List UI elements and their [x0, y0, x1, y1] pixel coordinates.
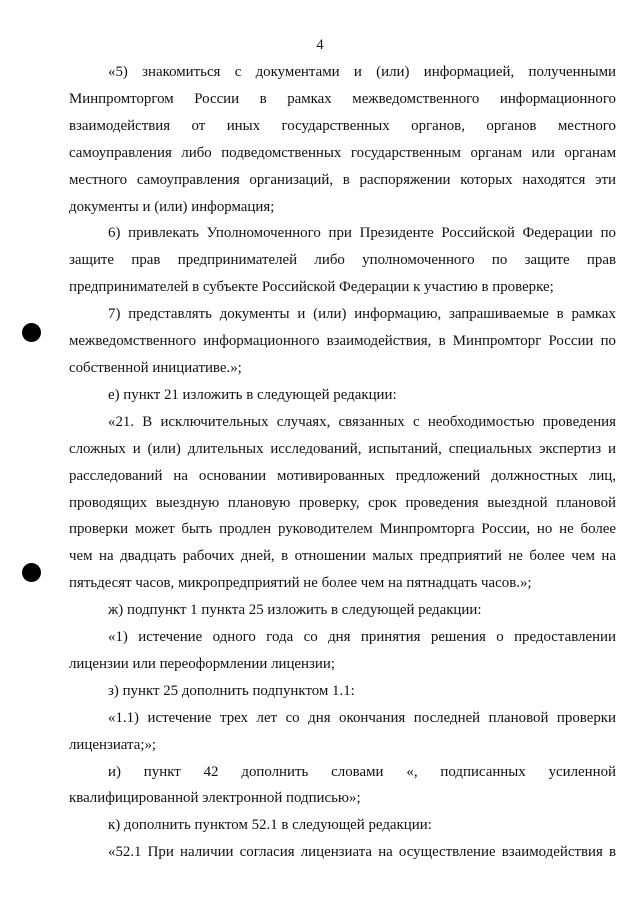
text-line: самоуправления либо подведомственных государственным органам или органам: [69, 144, 616, 161]
text-line: взаимодействия от иных государственных органов, органов местного: [69, 117, 616, 134]
text-line: 6) привлекать Уполномоченного при Президенте Российской Федерации по: [108, 225, 616, 242]
punch-hole: [22, 563, 41, 582]
text-line: местного самоуправления организаций, в распоряжении которых находятся эти: [69, 171, 616, 188]
text-line: к) дополнить пунктом 52.1 в следующей редакции:: [108, 817, 432, 834]
text-line: расследований на основании мотивированных предложений должностных лиц,: [69, 467, 616, 484]
text-line: «5) знакомиться с документами и (или) информацией, полученными: [108, 64, 616, 80]
text-line: предпринимателей в субъекте Российской Федерации к участию в проверке;: [69, 279, 554, 296]
text-line: защите прав предпринимателей либо уполномоченного по защите прав: [69, 252, 616, 269]
text-line: 7) представлять документы и (или) информацию, запрашиваемые в рамках: [108, 306, 616, 323]
text-line: проводящих выездную плановую проверку, срок проведения выездной плановой: [69, 494, 616, 511]
text-line: собственной инициативе.»;: [69, 359, 242, 376]
text-line: «52.1 При наличии согласия лицензиата на осуществление взаимодействия в: [108, 844, 616, 861]
text-line: лицензии или переоформлении лицензии;: [69, 655, 335, 672]
text-line: квалифицированной электронной подписью»;: [69, 790, 361, 807]
document-body: [69, 59, 616, 866]
text-line: «21. В исключительных случаях, связанных с необходимостью проведения: [108, 413, 616, 430]
text-line: пятьдесят часов, микропредприятий не более чем на пятнадцать часов.»;: [69, 575, 532, 592]
text-line: «1.1) истечение трех лет со дня окончания последней плановой проверки: [108, 709, 616, 726]
text-line: з) пункт 25 дополнить подпунктом 1.1:: [108, 682, 355, 699]
text-line: Минпромторгом России в рамках межведомственного информационного: [69, 90, 616, 107]
text-line: межведомственного информационного взаимодействия, в Минпромторг России по: [69, 333, 616, 350]
text-line: лицензиата;»;: [69, 736, 157, 753]
text-line: и) пункт 42 дополнить словами «, подписанных усиленной: [108, 763, 616, 780]
text-line: сложных и (или) длительных исследований, испытаний, специальных экспертиз и: [69, 440, 616, 457]
punch-hole: [22, 323, 41, 342]
text-line: чем на двадцать рабочих дней, в отношении малых предприятий не более чем на: [69, 548, 616, 565]
text-line: проверки может быть продлен руководителем Минпромторга России, но не более: [69, 521, 616, 538]
text-line: ж) подпункт 1 пункта 25 изложить в следующей редакции:: [108, 602, 482, 619]
text-line: «1) истечение одного года со дня принятия решения о предоставлении: [108, 629, 616, 646]
text-line: документы и (или) информация;: [69, 198, 275, 215]
page-number: 4: [316, 37, 324, 53]
text-line: е) пункт 21 изложить в следующей редакции:: [108, 386, 397, 403]
